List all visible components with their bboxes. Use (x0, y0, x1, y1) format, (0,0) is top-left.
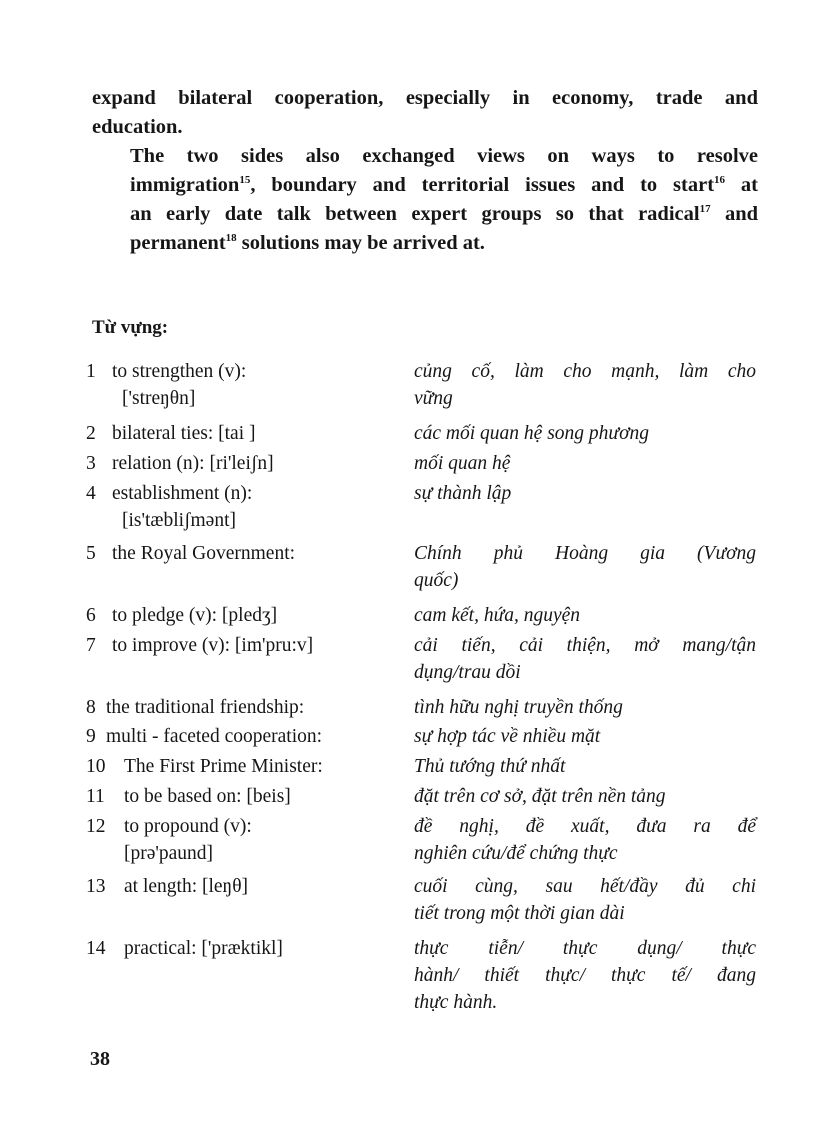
footnote-marker: 18 (225, 232, 237, 244)
entry-term (112, 540, 397, 567)
paragraph-1-line-1: expand bilateral cooperation, especially in economy, trade and (92, 87, 758, 109)
meaning-line: thực tiễn/ thực dụng/ thực (414, 938, 756, 959)
entry-number: 12 (86, 816, 106, 837)
entry-meaning (414, 813, 756, 867)
term-pronunciation: [is'tæbliʃmənt] (122, 510, 237, 531)
entry-meaning (414, 873, 756, 927)
entry-number: 1 (86, 361, 96, 382)
term-line: the traditional friendship: (106, 697, 305, 718)
term-line: The First Prime Minister: (124, 756, 323, 777)
meaning-line: các mối quan hệ song phương (414, 423, 649, 444)
meaning-line: mối quan hệ (414, 453, 511, 474)
entry-meaning (414, 540, 756, 594)
vocabulary-heading: Từ vựng: (92, 317, 169, 338)
entry-number: 2 (86, 423, 96, 444)
entry-meaning (414, 783, 756, 810)
entry-term (124, 783, 409, 810)
paragraph-2 (92, 142, 758, 258)
text-fragment: and (710, 203, 758, 225)
entry-number: 13 (86, 876, 106, 897)
text-fragment: immigration (130, 174, 240, 196)
term-line: to propound (v): (124, 816, 252, 837)
meaning-line: đặt trên cơ sở, đặt trên nền tảng (414, 786, 666, 807)
paragraph-1-line-2: education. (92, 116, 183, 138)
paragraph-2-line-4 (92, 229, 758, 258)
entry-term (106, 694, 406, 721)
text-fragment: permanent (130, 232, 226, 254)
paragraph-1 (92, 84, 758, 142)
meaning-line: hành/ thiết thực/ thực tế/ đang (414, 965, 756, 986)
paragraph-2-line-1: The two sides also exchanged views on ways to resolve (130, 145, 758, 167)
meaning-line: cải tiến, cải thiện, mở mang/tận (414, 635, 756, 656)
meaning-line: sự thành lập (414, 483, 512, 504)
entry-meaning (414, 632, 756, 686)
entry-number: 7 (86, 635, 96, 656)
meaning-line: cam kết, hứa, nguyện (414, 605, 581, 626)
text-fragment: at (725, 174, 758, 196)
entry-number: 3 (86, 453, 96, 474)
entry-meaning (414, 450, 756, 477)
entry-number: 11 (86, 786, 105, 807)
entry-term (112, 450, 397, 477)
text-fragment: , boundary and territorial issues and to start (250, 174, 715, 196)
footnote-marker: 17 (699, 203, 711, 215)
term-line: establishment (n): (112, 483, 253, 504)
term-line: to strengthen (v): (112, 361, 247, 382)
term-line: the Royal Government: (112, 543, 296, 564)
entry-term (112, 420, 397, 447)
entry-term (112, 480, 397, 534)
meaning-line: sự hợp tác về nhiều mặt (414, 726, 601, 747)
entry-meaning (414, 602, 756, 629)
entry-number: 5 (86, 543, 96, 564)
entry-term (112, 358, 397, 412)
entry-term (124, 873, 409, 900)
meaning-line: tiết trong một thời gian dài (414, 903, 625, 924)
term-pronunciation: ['streŋθn] (122, 388, 196, 409)
entry-meaning (414, 694, 756, 721)
paragraph-2-line-3 (92, 200, 758, 229)
entry-number: 6 (86, 605, 96, 626)
term-line: relation (n): [ri'leiʃn] (112, 453, 274, 474)
meaning-line: vững (414, 388, 453, 409)
meaning-line: quốc) (414, 570, 459, 591)
entry-term (124, 753, 409, 780)
term-line: at length: [leŋθ] (124, 876, 249, 897)
entry-number: 9 (86, 726, 96, 747)
entry-term (112, 602, 397, 629)
meaning-line: Thủ tướng thứ nhất (414, 756, 566, 777)
meaning-line: Chính phủ Hoàng gia (Vương (414, 543, 756, 564)
page-number: 38 (90, 1048, 110, 1070)
meaning-line: tình hữu nghị truyền thống (414, 697, 623, 718)
term-line: to improve (v): [im'pru:v] (112, 635, 314, 656)
text-fragment: solutions may be arrived at. (236, 232, 485, 254)
paragraph-2-line-2 (92, 171, 758, 200)
footnote-marker: 16 (714, 174, 726, 186)
term-line: practical: ['præktikl] (124, 938, 283, 959)
term-line: multi - faceted cooperation: (106, 726, 323, 747)
term-line: to pledge (v): [pledʒ] (112, 605, 278, 626)
entry-meaning (414, 935, 756, 1016)
entry-meaning (414, 723, 756, 750)
term-line: bilateral ties: [tai ] (112, 423, 256, 444)
entry-term (124, 813, 409, 867)
meaning-line: nghiên cứu/để chứng thực (414, 843, 618, 864)
meaning-line: củng cố, làm cho mạnh, làm cho (414, 361, 756, 382)
entry-number: 8 (86, 697, 96, 718)
text-fragment: an early date talk between expert groups so that radical (130, 203, 700, 225)
entry-meaning (414, 480, 756, 507)
entry-meaning (414, 753, 756, 780)
entry-term (124, 935, 409, 962)
term-line: to be based on: [beis] (124, 786, 291, 807)
meaning-line: cuối cùng, sau hết/đầy đủ chi (414, 876, 756, 897)
entry-term (106, 723, 406, 750)
meaning-line: đề nghị, đề xuất, đưa ra để (414, 816, 756, 837)
entry-number: 10 (86, 756, 106, 777)
meaning-line: dụng/trau dồi (414, 662, 521, 683)
entry-term (112, 632, 397, 659)
term-pronunciation: [prə'paund] (124, 843, 214, 864)
entry-number: 14 (86, 938, 106, 959)
meaning-line: thực hành. (414, 992, 498, 1013)
entry-number: 4 (86, 483, 96, 504)
entry-meaning (414, 358, 756, 412)
entry-meaning (414, 420, 756, 447)
footnote-marker: 15 (239, 174, 251, 186)
